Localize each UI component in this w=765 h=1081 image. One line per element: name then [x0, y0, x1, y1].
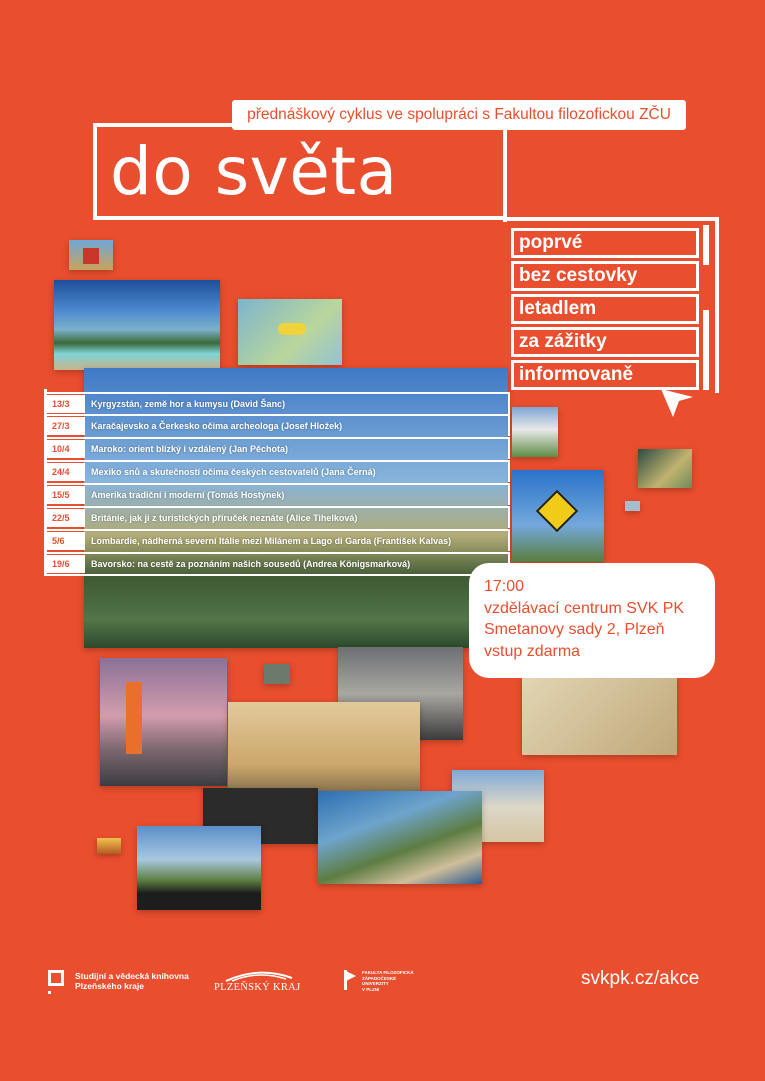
theme-by-plane: letadlem [511, 294, 699, 324]
lecture-topic: Lombardie, nádherná severní Itálie mezi Milánem a Lago di Garda (František Kalvas) [91, 536, 452, 546]
table-row [44, 460, 510, 482]
faculty-logo-icon [342, 968, 358, 992]
event-venue: vzdělávací centrum SVK PK [484, 599, 685, 617]
faculty-name-line4: V PLZNI [362, 986, 380, 992]
faculty-name-line2: ZÁPADOČESKÉ [362, 975, 397, 981]
lecture-date: 19/6 [44, 555, 85, 573]
photo-map-boat [638, 449, 692, 488]
lecture-date: 13/3 [44, 395, 85, 413]
faculty-logo [342, 968, 432, 998]
lecture-date: 15/5 [44, 486, 85, 504]
photo-road-sign [512, 470, 604, 562]
photo-yurt [512, 407, 558, 457]
photo-lighthouse [100, 658, 227, 786]
photo-sunset-small [97, 838, 121, 854]
lecture-schedule [44, 389, 508, 575]
photo-tropical-pool [54, 280, 220, 370]
lecture-date: 5/6 [44, 532, 85, 550]
library-name-line1: Studijní a vědecká knihovna [75, 971, 189, 981]
photo-small-thumbnail [625, 501, 640, 511]
frame-line-side [715, 217, 719, 393]
lecture-topic: Maroko: orient blízký i vzdálený (Jan Pěchota) [91, 444, 289, 454]
table-row [44, 392, 510, 414]
lecture-date: 27/3 [44, 417, 85, 435]
lecture-topic: Kyrgyzstán, země hor a kumysu (David Šanc) [91, 399, 286, 409]
photo-small-map [264, 664, 290, 684]
lecture-topic: Mexiko snů a skutečností očima českých cestovatelů (Jana Černá) [91, 467, 376, 477]
library-logo-dot [48, 991, 51, 994]
photo-telephone-booth [69, 240, 113, 270]
lecture-date: 10/4 [44, 440, 85, 458]
lecture-topic: Británie, jak ji z turistických příruček neznáte (Alice Tihelková) [91, 513, 358, 523]
event-admission: vstup zdarma [484, 642, 581, 660]
page-title: do světa [110, 133, 398, 210]
event-info-box [469, 563, 715, 678]
theme-first-time: poprvé [511, 228, 699, 258]
cursor-arrow-icon [657, 385, 697, 421]
lecture-topic: Amerika tradiční i moderní (Tomáš Hostýnek) [91, 490, 285, 500]
theme-experiences: za zážitky [511, 327, 699, 357]
photo-cinque-terre [318, 791, 482, 884]
region-name: PLZEŇSKÝ KRAJ [214, 982, 301, 993]
lecture-topic: Karačajevsko a Čerkesko očima archeologa (Josef Hložek) [91, 421, 343, 431]
table-row [44, 414, 510, 436]
frame-accent-top [703, 225, 709, 265]
table-row [44, 552, 510, 576]
theme-no-agency: bez cestovky [511, 261, 699, 291]
lecture-topic: Bavorsko: na cestě za poznáním našich sousedů (Andrea Königsmarková) [91, 559, 411, 569]
table-row [44, 506, 510, 528]
region-logo [214, 970, 304, 996]
faculty-name-line1: FAKULTA FILOZOFICKÁ [362, 970, 414, 975]
frame-accent-bottom [703, 310, 709, 390]
lecture-date: 24/4 [44, 463, 85, 481]
website-link[interactable]: svkpk.cz/akce [581, 968, 700, 989]
event-address: Smetanovy sady 2, Plzeň [484, 621, 665, 638]
library-logo-icon [48, 970, 64, 986]
table-row [44, 529, 510, 551]
table-row [44, 437, 510, 459]
faculty-name-line3: UNIVERZITY [362, 981, 389, 986]
frame-line-top [507, 217, 719, 221]
library-name-line2: Plzeňského kraje [75, 981, 144, 991]
frame-line-right [503, 128, 507, 222]
table-row [44, 483, 510, 505]
region-logo-icon [224, 970, 294, 982]
subtitle: přednáškový cyklus ve spolupráci s Fakultou filozofickou ZČU [232, 100, 686, 130]
event-time: 17:00 [484, 578, 525, 595]
lecture-date: 22/5 [44, 509, 85, 527]
photo-plane-map [238, 299, 342, 365]
theme-informed: informovaně [511, 360, 699, 390]
photo-vintage-map [522, 677, 677, 755]
photo-car-road [137, 826, 261, 910]
